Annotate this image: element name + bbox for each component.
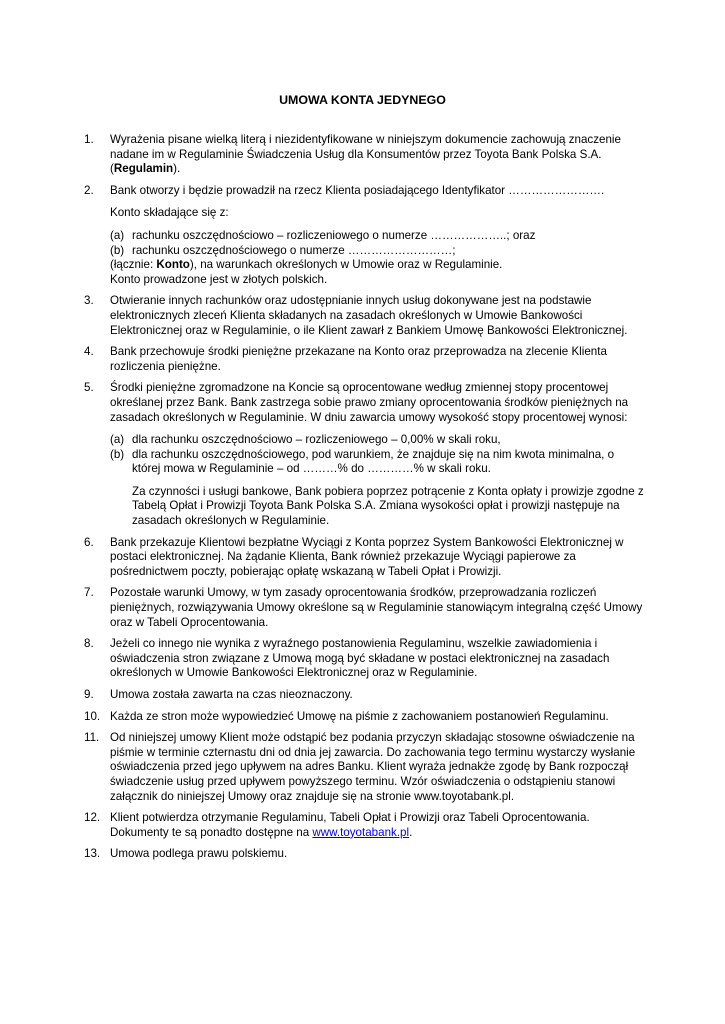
currency-note: Konto prowadzone jest w złotych polskich. xyxy=(110,272,328,286)
clause-text: Klient potwierdza otrzymanie Regulaminu, Tabeli Opłat i Prowizji oraz Tabeli Oprocentowania. Dokumenty te są ponadto dostępne na xyxy=(110,811,590,839)
clause-7 xyxy=(84,586,644,630)
clause-number: 7. xyxy=(84,586,94,600)
sub-item-label: (a) xyxy=(110,228,125,242)
clause-number: 3. xyxy=(84,294,94,308)
clause-text: Bank przekazuje Klientowi bezpłatne Wyciągi z Konta poprzez System Bankowości Elektronicznej w postaci elektronicznej. Na żądanie Klienta, Bank również przekazuje Wyciągi papierowe za pośrednictwem poczty, pobierając opłatę wskazaną w Tabeli Opłat i Prowizji. xyxy=(110,535,624,578)
sub-item-label: (b) xyxy=(110,447,125,461)
bank-website-link[interactable]: www.toyotabank.pl xyxy=(312,825,410,839)
clause-text: Umowa podlega prawu polskiemu. xyxy=(110,847,288,861)
clause-text: Otwieranie innych rachunków oraz udostępnianie innych usług dokonywane jest na podstawie elektronicznych zleceń Klienta składanych na zasadach określonych w Umowie Bankowości Elektronicznej oraz w Regulaminie, o ile Klient zawarł z Bankiem Umowę Bankowości Elektronicznej. xyxy=(110,294,628,337)
clause-3 xyxy=(84,294,644,338)
fees-note: Za czynności i usługi bankowe, Bank pobiera poprzez potrącenie z Konta opłaty i prowizje zgodne z Tabelą Opłat i Prowizji Toyota Bank Polska S.A. Zmiana wysokości opłat i prowizji następuje na zasadach określonych w Regulaminie. xyxy=(132,484,644,528)
clause-number: 8. xyxy=(84,637,94,651)
clause-number: 1. xyxy=(84,133,94,146)
defined-term: Konto xyxy=(156,258,190,272)
clause-11 xyxy=(84,731,644,804)
clause-text: Od niniejszej umowy Klient może odstąpić bez podania przyczyn składając stosowne oświadczenie na piśmie w terminie czternastu dni od dnia jej zawarcia. Do zachowania tego terminu wystarczy wysłanie oświadczenia przed jego upływem na adres Banku. Klient wyraża jednakże zgodę by Bank rozpoczął świadczenie usług przed upływem powyższego terminu. Wzór oświadczenia o odstąpieniu stanowi załącznik do niniejszej Umowy oraz znajduje się na stronie www.toyotabank.pl. xyxy=(110,731,636,803)
clause-text: Umowa została zawarta na czas nieoznaczony. xyxy=(110,688,353,701)
clause-10 xyxy=(84,710,644,725)
clause-text: Bank otworzy i będzie prowadził na rzecz Klienta posiadającego Identyfikator ……………………. xyxy=(110,183,605,197)
clause-6 xyxy=(84,536,644,580)
sub-item-a xyxy=(110,433,644,448)
clause-5 xyxy=(84,381,644,528)
clause-4 xyxy=(84,345,644,374)
sub-item-label: (a) xyxy=(110,433,125,447)
clause-text-end: ). xyxy=(173,162,181,176)
clause-text: Pozostałe warunki Umowy, w tym zasady oprocentowania środków, przeprowadzania rozliczeń pieniężnych, rozwiązywania Umowy określone są w Regulaminie stanowiącym integralną część Umowy oraz w Tabeli Oprocentowania. xyxy=(110,586,643,629)
clause-number: 4. xyxy=(84,345,94,359)
clause-text: Bank przechowuje środki pieniężne przekazane na Konto oraz przeprowadza na zlecenie Klienta rozliczenia pieniężne. xyxy=(110,345,607,373)
clause-1 xyxy=(84,133,644,177)
sub-item-text: rachunku oszczędnościowo – rozliczeniowego o numerze ………………..; oraz xyxy=(132,228,536,242)
clause-number: 2. xyxy=(84,183,94,197)
clause-9 xyxy=(84,688,644,703)
sub-item-a xyxy=(110,229,644,244)
clause-text: Jeżeli co innego nie wynika z wyraźnego postanowienia Regulaminu, wszelkie zawiadomienia i oświadczenia stron związane z Umową mogą być składane w postaci elektronicznej na zasadach określonych w Umowie Bankowości Elektronicznej oraz w Regulaminie. xyxy=(110,637,610,680)
clause-number: 12. xyxy=(84,811,101,825)
definition-text: (łącznie: xyxy=(110,258,157,272)
konto-label: Konto składające się z: xyxy=(110,206,229,220)
sub-item-text: dla rachunku oszczędnościowo – rozliczeniowego – 0,00% w skali roku, xyxy=(132,433,501,447)
clause-2 xyxy=(84,184,644,288)
sub-item-text: rachunku oszczędnościowego o numerze ………………………; xyxy=(132,243,456,257)
sub-item-b xyxy=(110,448,644,477)
clause-12 xyxy=(84,811,644,840)
defined-term: Regulamin xyxy=(113,162,174,176)
clause-text: Środki pieniężne zgromadzone na Koncie są oprocentowane według zmiennej stopy procentowej określanej przez Bank. Bank zastrzega sobie prawo zmiany oprocentowania środków pieniężnych na zasadach określonych w Regulaminie. W dniu zawarcia umowy wysokość stopy procentowej wynosi: xyxy=(110,381,629,424)
sub-item-text: dla rachunku oszczędnościowego, pod warunkiem, że znajduje się na nim kwota minimalna, o której mowa w Regulaminie – od ………% do …………% w skali roku. xyxy=(132,447,615,476)
clause-number: 6. xyxy=(84,535,94,549)
konto-definition xyxy=(110,258,644,273)
clause-number: 5. xyxy=(84,381,94,395)
sub-item-label: (b) xyxy=(110,243,125,257)
clause-number: 10. xyxy=(84,709,101,723)
clause-text-end: . xyxy=(409,825,413,839)
clause-text: Wyrażenia pisane wielką literą i niezidentyfikowane w niniejszym dokumencie zachowują znaczenie nadane im w Regulaminie Świadczenia Usług dla Konsumentów przez Toyota Bank Polska S.A. ( xyxy=(110,133,621,176)
definition-text-end: ), na warunkach określonych w Umowie oraz w Regulaminie. xyxy=(189,258,503,272)
clause-number: 13. xyxy=(84,847,101,861)
sub-item-b xyxy=(110,244,644,259)
clause-number: 9. xyxy=(84,688,94,701)
page-title: UMOWA KONTA JEDYNEGO xyxy=(279,93,446,107)
clause-text: Każda ze stron może wypowiedzieć Umowę na piśmie z zachowaniem postanowień Regulaminu. xyxy=(110,709,609,723)
contract-clauses xyxy=(84,133,644,869)
clause-13 xyxy=(84,847,644,862)
clause-8 xyxy=(84,637,644,681)
clause-number: 11. xyxy=(84,731,100,745)
